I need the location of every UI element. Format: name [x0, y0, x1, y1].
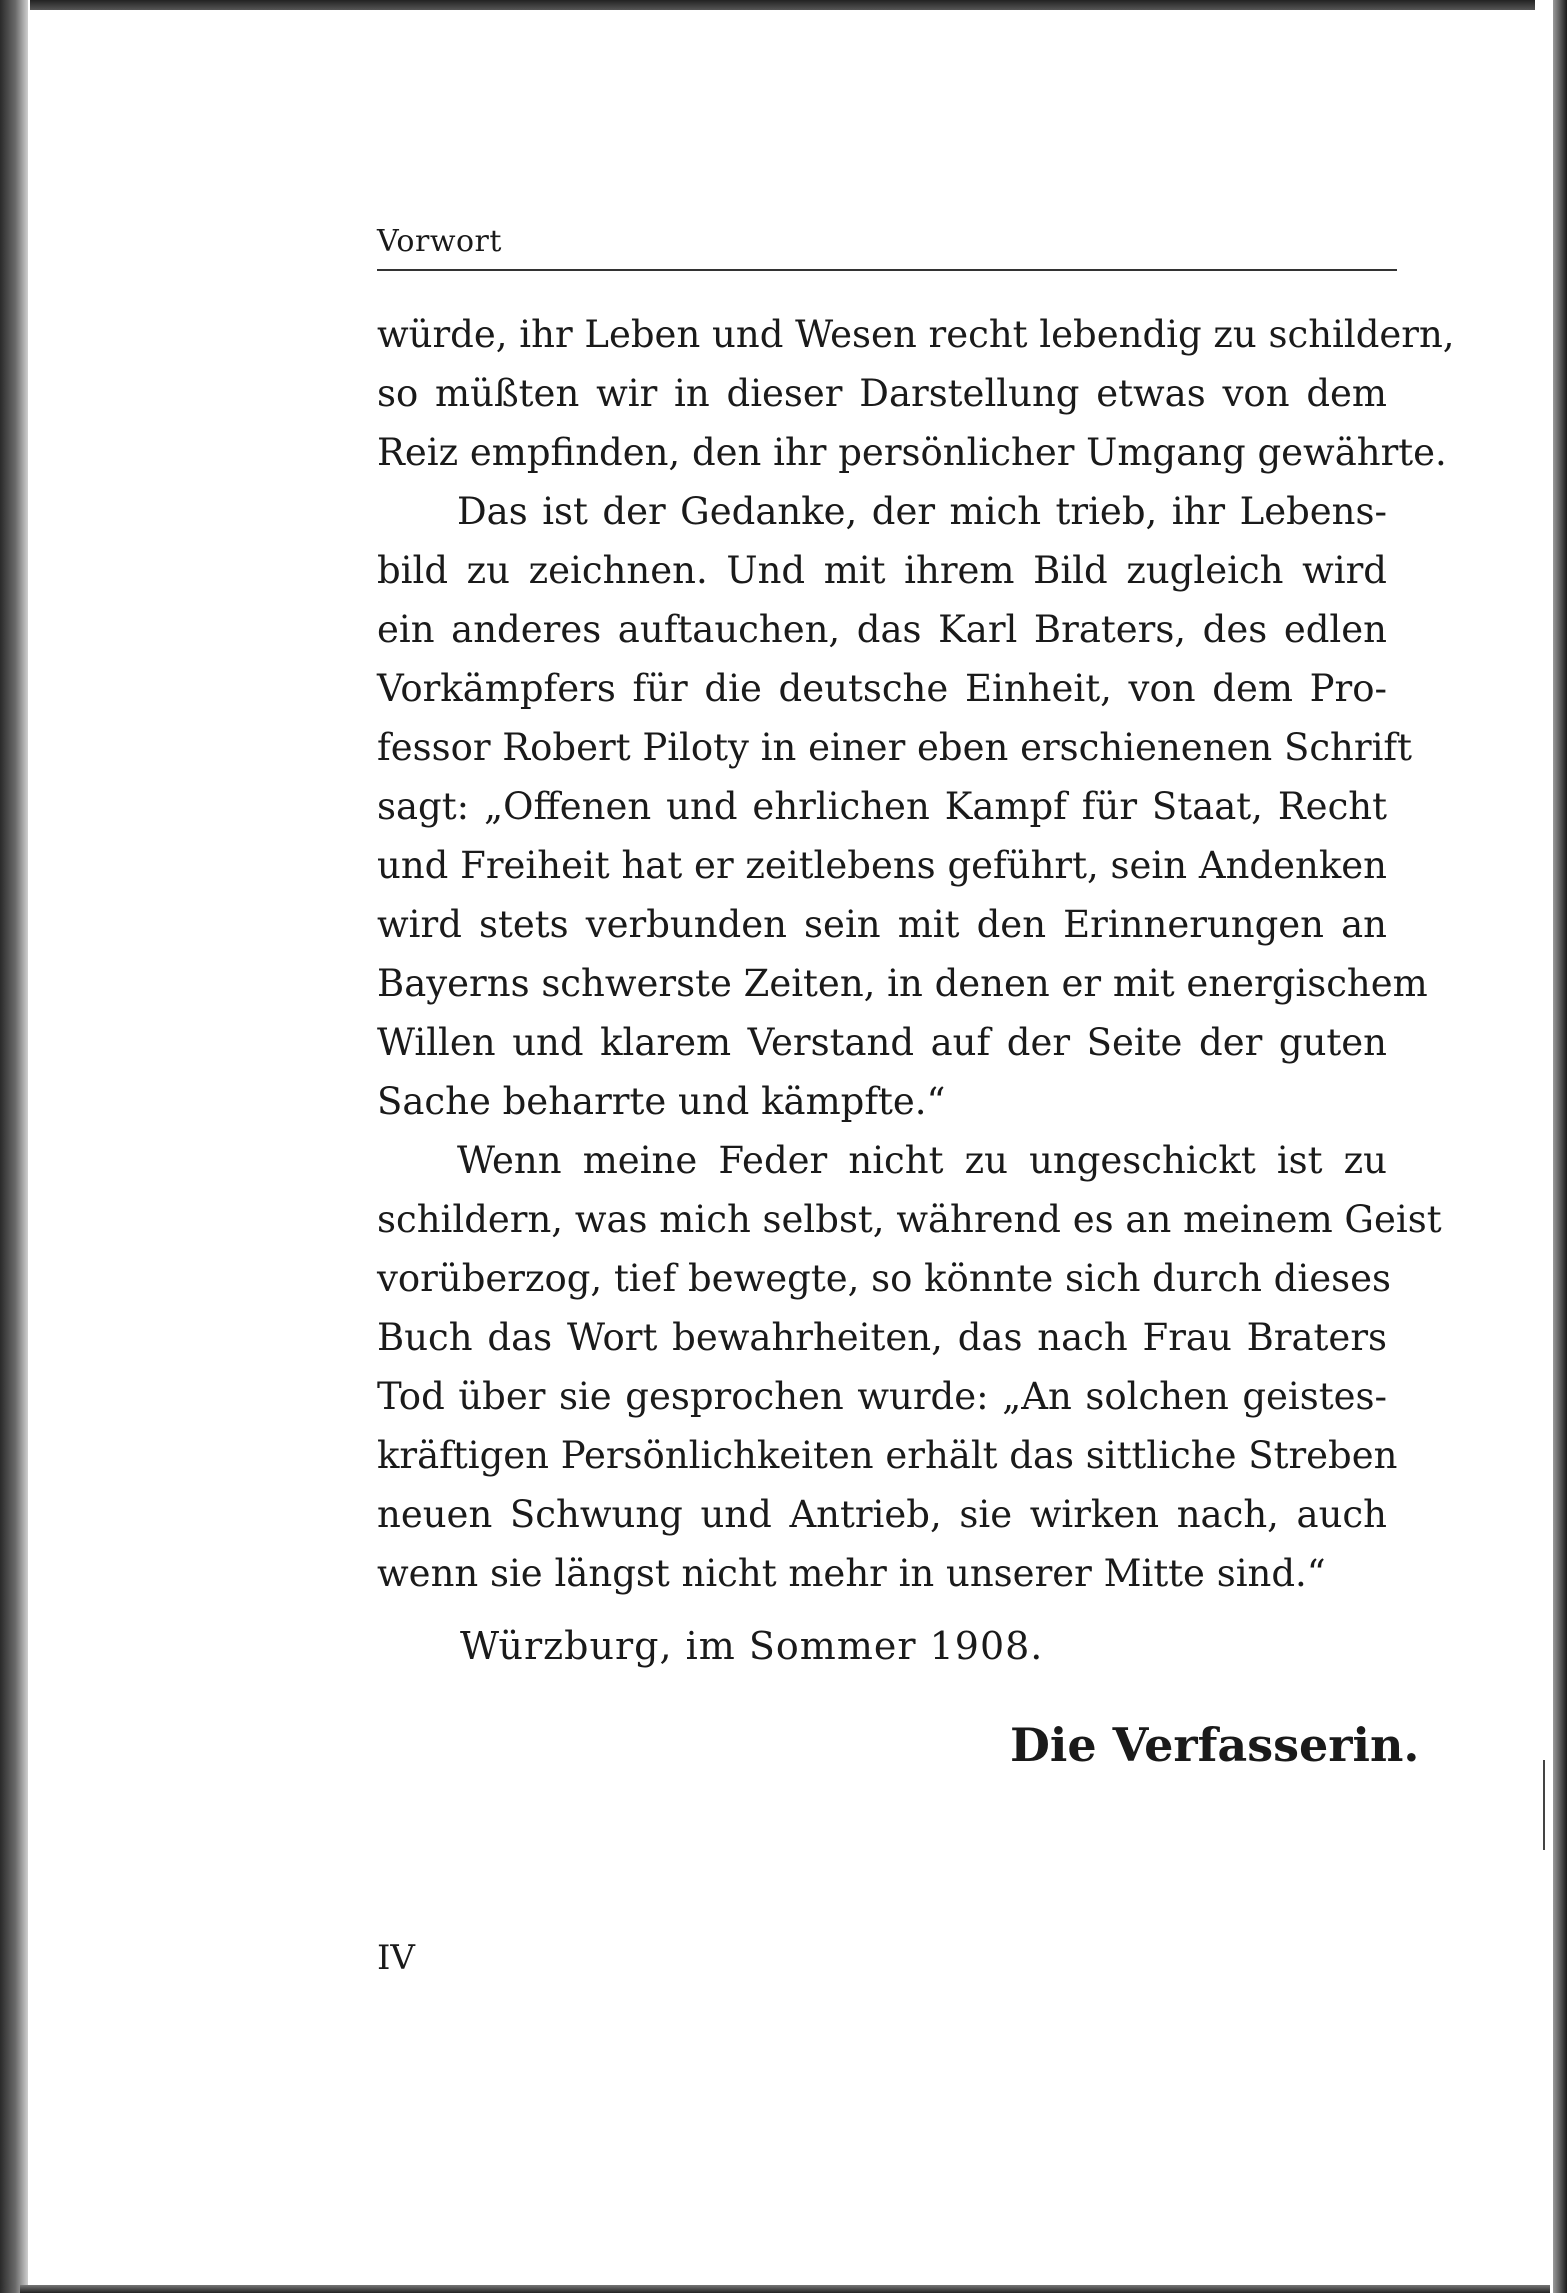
text-line: Vorkämpfers für die deutsche Einheit, von dem Pro-	[377, 667, 1387, 710]
text-line: schildern, was mich selbst, während es an meinem Geist	[377, 1198, 1442, 1241]
scan-mark	[1543, 1760, 1545, 1850]
text-line: Buch das Wort bewahrheiten, das nach Frau Braters	[377, 1316, 1387, 1359]
text-line: Wenn meine Feder nicht zu ungeschickt ist zu	[457, 1139, 1387, 1182]
page-edge-left	[0, 0, 28, 2293]
text-line: Das ist der Gedanke, der mich trieb, ihr Lebens-	[457, 490, 1387, 533]
text-line: fessor Robert Piloty in einer eben erschienenen Schrift	[377, 726, 1412, 769]
place-date: Würzburg, im Sommer 1908.	[460, 1624, 1044, 1668]
text-line: würde, ihr Leben und Wesen recht lebendig zu schildern,	[377, 313, 1455, 356]
page-edge-top	[30, 0, 1535, 10]
text-line: sagt: „Offenen und ehrlichen Kampf für Staat, Recht	[377, 785, 1387, 828]
text-line: Bayerns schwerste Zeiten, in denen er mit energischem	[377, 962, 1428, 1005]
text-line: ein anderes auftauchen, das Karl Braters, des edlen	[377, 608, 1387, 651]
text-line: neuen Schwung und Antrieb, sie wirken nach, auch	[377, 1493, 1387, 1536]
page-number: IV	[377, 1938, 415, 1978]
body-text	[377, 305, 1455, 1603]
running-head: Vorwort	[377, 224, 502, 259]
text-line: Sache beharrte und kämpfte.“	[377, 1080, 946, 1123]
text-line: wenn sie längst nicht mehr in unserer Mitte sind.“	[377, 1552, 1326, 1595]
text-line: Reiz empfinden, den ihr persönlicher Umgang gewährte.	[377, 431, 1447, 474]
text-line: kräftigen Persönlichkeiten erhält das sittliche Streben	[377, 1434, 1398, 1477]
signature: Die Verfasserin.	[1010, 1718, 1420, 1772]
text-line: bild zu zeichnen. Und mit ihrem Bild zugleich wird	[377, 549, 1387, 592]
page-header	[377, 224, 1397, 271]
text-line: so müßten wir in dieser Darstellung etwas von dem	[377, 372, 1387, 415]
page-edge-right	[1553, 0, 1567, 2293]
text-line: vorüberzog, tief bewegte, so könnte sich durch dieses	[377, 1257, 1391, 1300]
text-line: wird stets verbunden sein mit den Erinnerungen an	[377, 903, 1387, 946]
text-line: Tod über sie gesprochen wurde: „An solchen geistes-	[377, 1375, 1387, 1418]
text-line: und Freiheit hat er zeitlebens geführt, sein Andenken	[377, 844, 1387, 887]
page-edge-bottom	[20, 2285, 1550, 2293]
text-line: Willen und klarem Verstand auf der Seite der guten	[377, 1021, 1387, 1064]
